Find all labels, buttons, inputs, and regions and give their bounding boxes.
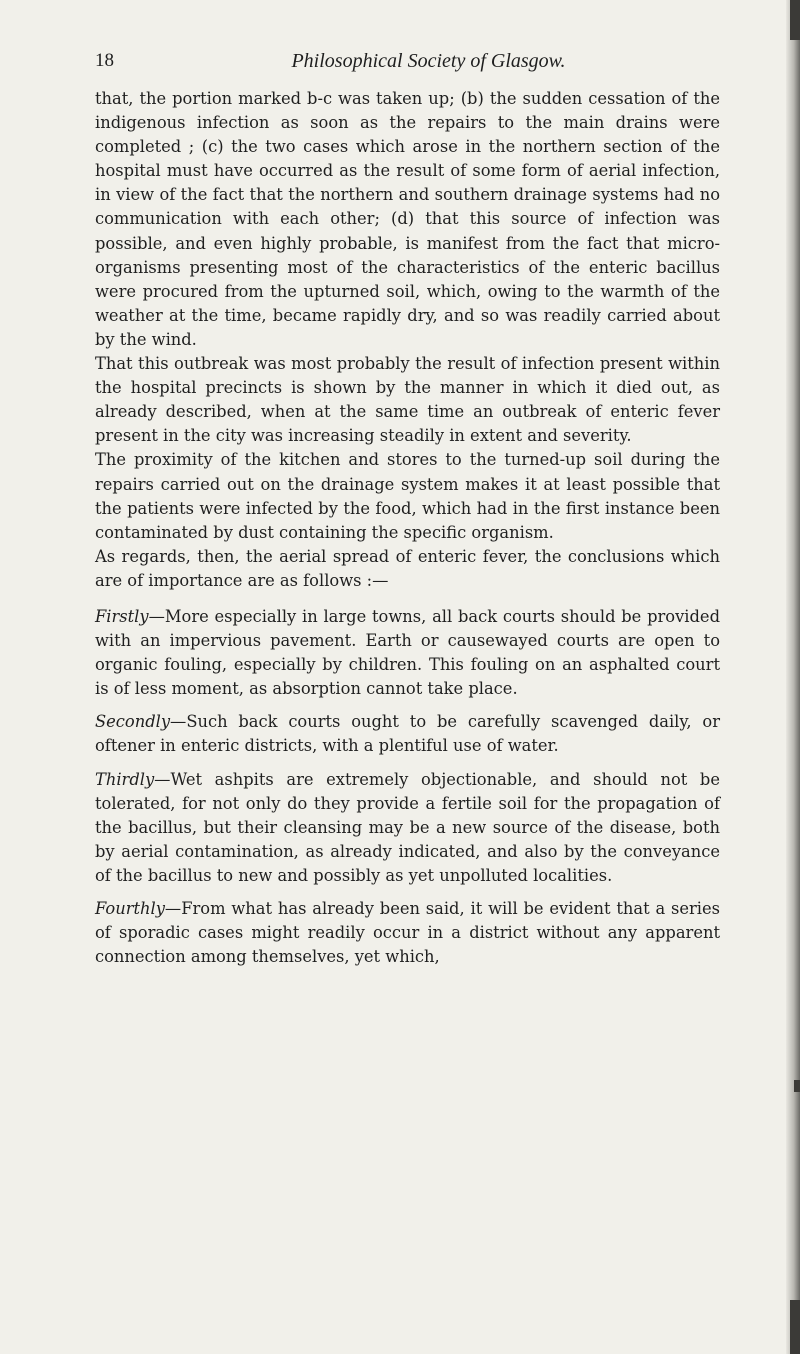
- paragraph-firstly: [95, 605, 720, 701]
- paragraph-4: As regards, then, the aerial spread of enteric fever, the conclusions which are of importance are as follows :—: [95, 546, 720, 590]
- page-header: [95, 50, 722, 78]
- paragraph-fourthly: [95, 897, 720, 969]
- secondly-label: Secondly: [95, 712, 171, 732]
- paragraph-secondly: [95, 710, 720, 758]
- page-edge-shadow: [786, 0, 800, 1354]
- firstly-text: —More especially in large towns, all back courts should be provided with an impervious pavement. Earth or causewayed courts are open to organic fouling, especially by children. This fouling on an asphalted court is of less moment, as absorption cannot take place.: [95, 606, 720, 699]
- body-text: [95, 87, 720, 969]
- paragraph-3: The proximity of the kitchen and stores to the turned-up soil during the repairs carried out on the drainage system makes it at least possible that the patients were infected by the food, which had in the first instance been contaminated by dust containing the specific organism.: [95, 450, 720, 542]
- edge-notch: [790, 1300, 800, 1354]
- paragraph-2: That this outbreak was most probably the result of infection present within the hospital precincts is shown by the manner in which it died out, as already described, when at the same time an outbreak of enteric fever present in the city was increasing steadily in extent and severity.: [95, 354, 720, 446]
- paragraph-thirdly: [95, 768, 720, 888]
- edge-notch: [794, 1080, 800, 1092]
- fourthly-label: Fourthly: [95, 899, 165, 918]
- secondly-text: —Such back courts ought to be carefully scavenged daily, or oftener in enteric districts, with a plentiful use of water.: [95, 712, 720, 756]
- paragraph-1: that, the portion marked b-c was taken up; (b) the sudden cessation of the indigenous infection as soon as the repairs to the main drains were completed ; (c) the two cases which arose in the northern section of the hospital must have occurred as the result of some form of aerial infection, in view of the fact that the northern and southern drainage systems had no communication with each other; (d) that this source of infection was possible, and even highly probable, is manifest from the fact that micro-organisms presenting most of the characteristics of the enteric bacillus were procured from the upturned soil, which, owing to the warmth of the weather at the time, became rapidly dry, and so was readily carried about by the wind.: [95, 89, 720, 349]
- firstly-label: Firstly: [95, 606, 149, 626]
- thirdly-label: Thirdly: [95, 769, 155, 789]
- edge-notch: [790, 0, 800, 40]
- running-title: Philosophical Society of Glasgow.: [291, 50, 566, 72]
- thirdly-text: —Wet ashpits are extremely objectionable, and should not be tolerated, for not only do they provide a fertile soil for the propagation of the bacillus, but their cleansing may be a new source of the disease, both by aerial contamination, as already indicated, and also by the conveyance of the bacillus to new and possibly as yet unpolluted localities.: [95, 769, 720, 885]
- fourthly-text: —From what has already been said, it will be evident that a series of sporadic cases might readily occur in a district without any apparent connection among themselves, yet which,: [95, 899, 720, 967]
- page-number: 18: [95, 50, 114, 71]
